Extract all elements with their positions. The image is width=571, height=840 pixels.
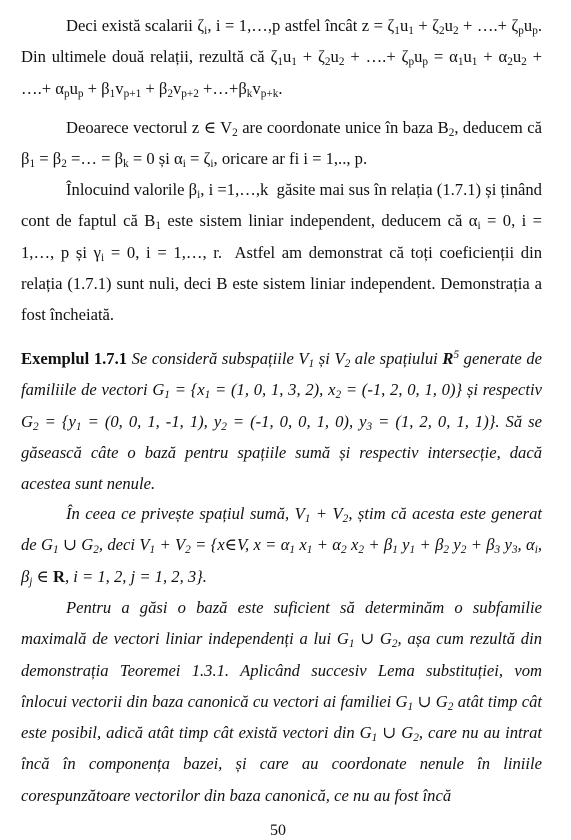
page-number: 50 [270,822,286,839]
paragraph-sum-space: În ceea ce privește spațiul sumă, $V_1 + V_2$, știm că acesta este generat de $G_1$ ∪ $G_2$, deci $V_1 + V_2$ = {x∈V, $x = \alpha_1$ $x_1 + \alpha_2$ $x_2 + \beta_1$ $y_1 + \beta_2$ $y_2 + \beta_3$ $y_3$, $\alpha_i$, $\beta_j$ ∈ R, i = 1, 2, j = 1, 2, 3}. [21,504,543,588]
example-label: Exemplul 1.7.1 [21,349,128,368]
proof-text: Deci există scalarii ζ [66,16,205,35]
space-symbol: R [442,349,454,368]
paragraph-conclusion: Înlocuind valorile $\beta_i$, i =1,…,k găsite mai sus în relația (1.7.1) și ținând cont de faptul că $B_1$ este sistem liniar independent, deducem că $\alpha_i = 0$, i = 1,…, p și $\gamma_i = 0$, i = 1,…, r. Astfel am demonstrat că toți coeficienții din relația (1.7.1) sunt nuli, deci B este sistem liniar independent. Demonstrația a fost încheiată. [21,180,542,325]
paragraph-base-method: Pentru a găsi o bază este suficient să determinăm o subfamilie maximală de vectori liniar independenți a lui $G_1$ ∪ $G_2$, așa cum rezultă din demonstrația Teoremei 1.3.1. Aplicând succesiv Lema substituției, vom înlocui vectorii din baza canonică cu vectori ai familiei $G_1$ ∪ $G_2$ atât timp cât este posibil, adică atât timp cât există vectori din $G_1$ ∪ $G_2$, care nu au intrat încă în componența bazei, și care au coordonate nenule în liniile corespunzătoare vectorilor din baza canonică, ce nu au fost încă [21,598,543,805]
paragraph-unique-coordinates: Deoarece vectorul z ∈ $V_2$ are coordonate unice în baza $B_2$, deducem că $\beta_1 = \beta_2$ =… = $\beta_k = 0$ și $\alpha_i = \zeta_i$, oricare ar fi i = 1,.., p. [21,118,542,171]
conclusion-text: Înlocuind valorile β [66,180,198,199]
paragraph-example-statement: Exemplul 1.7.1 Se consideră subspațiile $V_1$ și $V_2$ ale spațiului $R^5$ generate de familiile de vectori $G_1 = \{x_1 = (1$, 0, 1, 3, 2), $x_2 = (-1$, 2, 0, 1, 0)} și respectiv $G_2 = \{y_1 = (0$, 0, 1, -1, 1), $y_2 = (-1$, 0, 0, 1, 0), $y_3 = (1$, 2, 0, 1, 1)}. Să se găsească câte o bază pentru spațiile sumă și respectiv intersecție, dacă acestea sunt nenule. [21,348,542,494]
paragraph-proof-continuation: Deci există scalarii $\zeta_i$, i = 1,…,p astfel încât $z = \zeta_1u_1 + \zeta_2u_2$ + ….+ $\zeta_pu_p$. Din ultimele două relații, rezultă că $\zeta_1u_1 + \zeta_2u_2$ + ….+ $\zeta_pu_p = \alpha_1u_1 + \alpha_2u_2$ + ….+ $\alpha_pu_p + \beta_1v_{p+1} + \beta_2v_{p+2}$ $+\dots+\beta_kv_{p+k}$. [21,16,543,100]
unique-coordinates-text: Deoarece vectorul z ∈ V [66,118,233,137]
